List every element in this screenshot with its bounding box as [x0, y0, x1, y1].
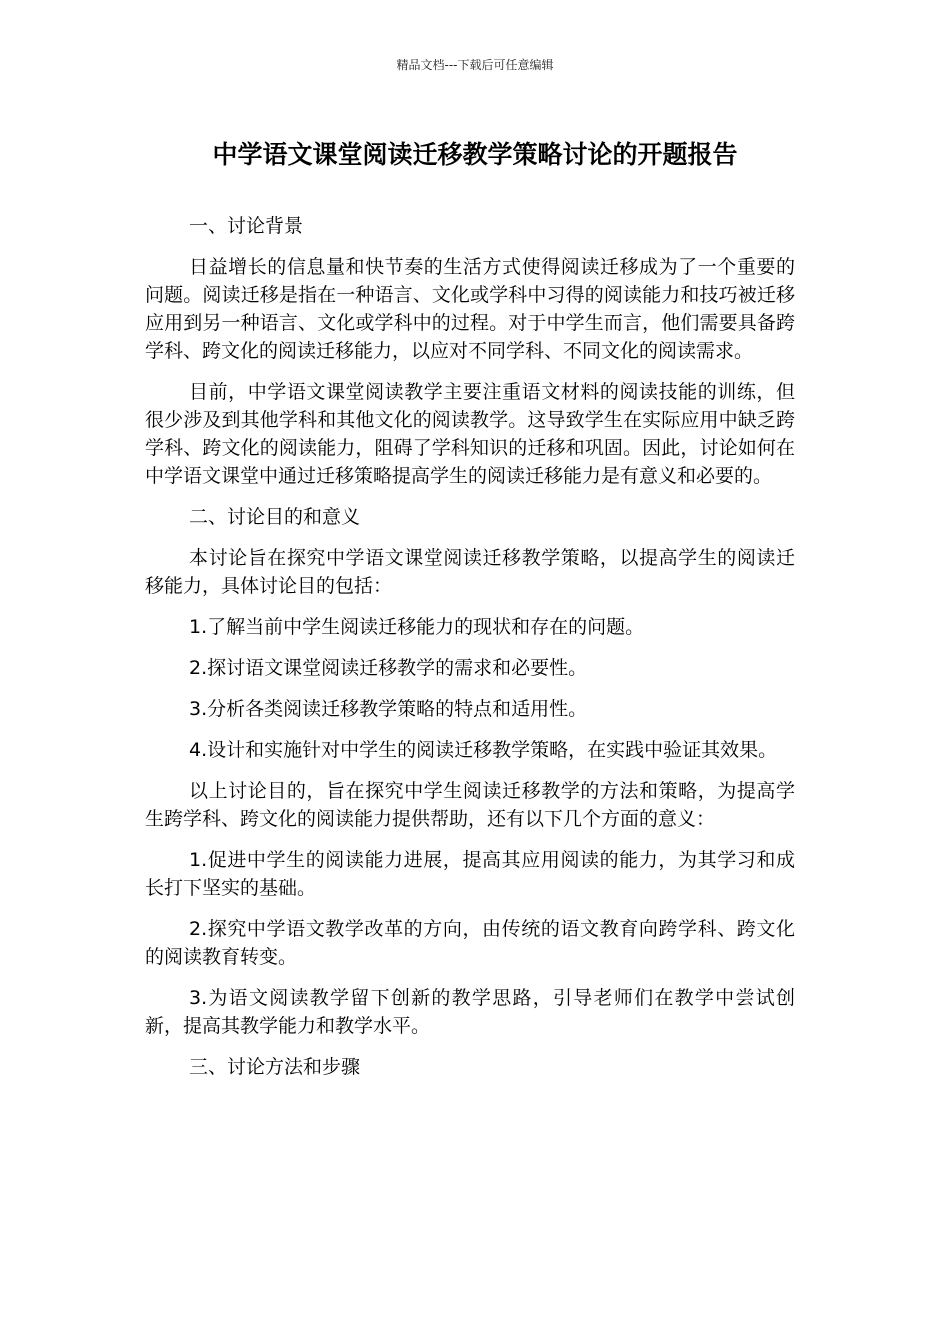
section-heading-background: 一、讨论背景 — [189, 215, 304, 237]
paragraph-background-2: 目前，中学语文课堂阅读教学主要注重语文材料的阅读技能的训练，但很少涉及到其他学科和其他文化的阅读教学。这导致学生在实际应用中缺乏跨学科、跨文化的阅读能力，阻碍了学科知识的迁移和巩固。因此，讨论如何在中学语文课堂中通过迁移策略提高学生的阅读迁移能力是有意义和必要的。 — [145, 381, 795, 487]
section-heading-purpose: 二、讨论目的和意义 — [189, 506, 361, 528]
document-body — [145, 212, 795, 1094]
page-header: 精品文档---下载后可任意编辑 — [396, 58, 554, 72]
list-item-purpose-2: 2.探讨语文课堂阅读迁移教学的需求和必要性。 — [189, 657, 588, 679]
paragraph-significance-intro: 以上讨论目的，旨在探究中学生阅读迁移教学的方法和策略，为提高学生跨学科、跨文化的阅读能力提供帮助，还有以下几个方面的意义： — [145, 780, 795, 830]
document-title: 中学语文课堂阅读迁移教学策略讨论的开题报告 — [212, 140, 738, 169]
list-item-significance-2: 2.探究中学语文教学改革的方向，由传统的语文教育向跨学科、跨文化的阅读教育转变。 — [145, 918, 795, 968]
section-heading-method: 三、讨论方法和步骤 — [189, 1056, 361, 1078]
paragraph-background-1: 日益增长的信息量和快节奏的生活方式使得阅读迁移成为了一个重要的问题。阅读迁移是指在一种语言、文化或学科中习得的阅读能力和技巧被迁移应用到另一种语言、文化或学科中的过程。对于中学生而言，他们需要具备跨学科、跨文化的阅读迁移能力，以应对不同学科、不同文化的阅读需求。 — [145, 256, 795, 362]
list-item-significance-3: 3.为语文阅读教学留下创新的教学思路，引导老师们在教学中尝试创新，提高其教学能力和教学水平。 — [145, 987, 795, 1037]
list-item-purpose-1: 1.了解当前中学生阅读迁移能力的现状和存在的问题。 — [189, 616, 645, 638]
list-item-purpose-3: 3.分析各类阅读迁移教学策略的特点和适用性。 — [189, 698, 588, 720]
list-item-purpose-4: 4.设计和实施针对中学生的阅读迁移教学策略，在实践中验证其效果。 — [189, 739, 778, 761]
paragraph-purpose-intro: 本讨论旨在探究中学语文课堂阅读迁移教学策略，以提高学生的阅读迁移能力，具体讨论目的包括： — [145, 547, 795, 597]
list-item-significance-1: 1.促进中学生的阅读能力进展，提高其应用阅读的能力，为其学习和成长打下坚实的基础。 — [145, 849, 795, 899]
